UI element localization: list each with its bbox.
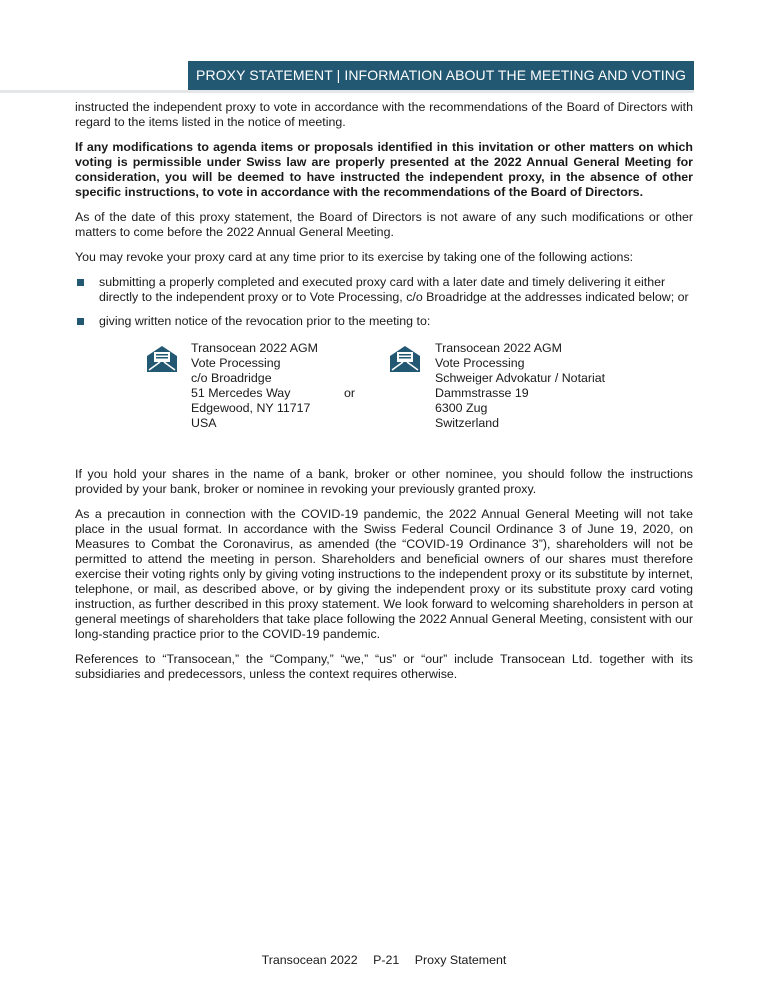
paragraph-references: References to “Transocean,” the “Company,” “we,” “us” or “our” include Transocean Ltd. together with its subsidiaries and predecessors, unless the context requires otherwise.: [75, 652, 693, 681]
address-line: USA: [191, 416, 217, 430]
paragraph-instructed: instructed the independent proxy to vote in accordance with the recommendations of the Board of Directors with regard to the items listed in the notice of meeting.: [75, 100, 693, 129]
list-item-text: submitting a properly completed and executed proxy card with a later date and timely delivering it either directly to the independent proxy or to Vote Processing, c/o Broadridge at the addresses indicated below; or: [99, 275, 689, 304]
address-separator: or: [344, 386, 356, 400]
mailing-addresses: [75, 341, 693, 441]
address-line: Transocean 2022 AGM: [435, 341, 562, 355]
list-item-text: giving written notice of the revocation prior to the meeting to:: [99, 314, 431, 328]
envelope-open-icon: [147, 346, 177, 372]
list-item: [75, 275, 693, 305]
address-line: 51 Mercedes Way: [191, 386, 291, 400]
paragraph-covid: As a precaution in connection with the COVID-19 pandemic, the 2022 Annual General Meeting will not take place in the usual format. In accordance with the Swiss Federal Council Ordinance 3 of June 19, 2020, on Measures to Combat the Coronavirus, as amended (the “COVID-19 Ordinance 3”), shareholders will not be permitted to attend the meeting in person. Shareholders and beneficial owners of our shares must therefore exercise their voting rights only by giving voting instructions to the independent proxy or its substitute by internet, telephone, or mail, as described above, or by giving the independent proxy or its substitute proxy card voting instruction, as further described in this proxy statement. We look forward to welcoming shareholders in person at general meetings of shareholders that take place following the 2022 Annual General Meeting, consistent with our long-standing practice prior to the COVID-19 pandemic.: [75, 507, 693, 641]
paragraph-modifications-bold: If any modifications to agenda items or proposals identified in this invitation or other matters on which voting is permissible under Swiss law are properly presented at the 2022 Annual General Meeting for consideration, you will be deemed to have instructed the independent proxy, in the absence of other specific instructions, to vote in accordance with the recommendations of the Board of Directors.: [75, 140, 693, 199]
address-line: 6300 Zug: [435, 401, 488, 415]
paragraph-revoke-intro: You may revoke your proxy card at any time prior to its exercise by taking one of the following actions:: [75, 250, 634, 264]
document-body: [75, 100, 693, 692]
revocation-actions-list: [75, 275, 693, 329]
paragraph-nominee: If you hold your shares in the name of a bank, broker or other nominee, you should follow the instructions provided by your bank, broker or nominee in revoking your previously granted proxy.: [75, 467, 693, 496]
address-line: Vote Processing: [435, 356, 525, 370]
address-line: Edgewood, NY 11717: [191, 401, 311, 415]
paragraph-board-not-aware: As of the date of this proxy statement, the Board of Directors is not aware of any such modifications or other matters to come before the 2022 Annual General Meeting.: [75, 210, 693, 239]
envelope-open-icon: [390, 346, 420, 372]
footer-company: Transocean 2022: [261, 953, 358, 967]
bullet-square-icon: [77, 279, 84, 286]
section-header-bar: [188, 61, 694, 90]
address-line: Transocean 2022 AGM: [191, 341, 318, 355]
address-line: Switzerland: [435, 416, 500, 430]
address-line: c/o Broadridge: [191, 371, 272, 385]
section-header-title: PROXY STATEMENT | INFORMATION ABOUT THE MEETING AND VOTING: [196, 67, 686, 83]
address-schweiger: [435, 341, 605, 431]
bullet-square-icon: [77, 318, 84, 325]
footer-page-number: P-21: [373, 953, 400, 967]
address-broadridge: [191, 341, 318, 431]
page-footer: [0, 953, 768, 967]
address-line: Dammstrasse 19: [435, 386, 529, 400]
header-divider: [0, 90, 694, 93]
list-item: [75, 314, 693, 329]
footer-document-title: Proxy Statement: [414, 953, 507, 967]
address-line: Vote Processing: [191, 356, 281, 370]
address-line: Schweiger Advokatur / Notariat: [435, 371, 606, 385]
